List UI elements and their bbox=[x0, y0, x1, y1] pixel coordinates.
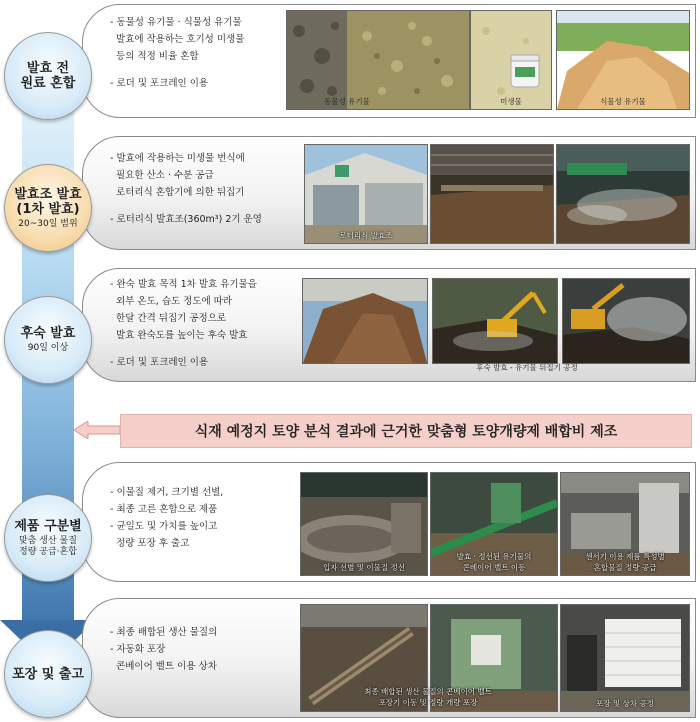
stage-circle-product-sorting bbox=[4, 494, 92, 582]
stage-circle-post-fermentation bbox=[4, 296, 92, 384]
photo-caption: 식물성 유기물 bbox=[600, 97, 646, 106]
bullet: - 동물성 유기물 · 식물성 유기물 bbox=[110, 17, 242, 28]
bullet: 한달 간격 뒤집기 공정으로 bbox=[116, 313, 227, 324]
bullet: 발효에 작용하는 호기성 미생물 bbox=[116, 34, 245, 45]
stage-title: 발효 전 원료 혼합 bbox=[20, 61, 76, 91]
photo-animal-organic bbox=[286, 10, 470, 110]
stage-title: 제품 구분별 bbox=[14, 518, 82, 534]
photo-caption-packing: 최종 배합된 생산 물질의 콘베이어 벨트 포장기 이동 및 정량 개량 포장 bbox=[364, 687, 492, 707]
photo-excavator-steam bbox=[562, 278, 690, 364]
bullet: - 로더 및 포크레인 이용 bbox=[110, 78, 209, 89]
bullet: 로터리식 혼합기에 의한 뒤집기 bbox=[116, 187, 245, 198]
photo-plant-organic bbox=[556, 10, 690, 110]
photo-caption: 미생물 bbox=[500, 97, 522, 106]
bullet: - 로더 및 포크레인 이용 bbox=[110, 357, 209, 368]
stage-circle-first-fermentation bbox=[4, 164, 92, 252]
photo-caption: 포장 및 상차 공정 bbox=[596, 699, 654, 708]
stage-bullets-packaging bbox=[110, 624, 217, 675]
photo-microbes bbox=[470, 10, 552, 110]
bullet: 정량 포장 후 출고 bbox=[116, 538, 190, 549]
bullet: - 이물질 제거, 크기별 선별, bbox=[110, 487, 224, 498]
stage-subtitle: 맞춤 생산 물질 정량 공급·혼합 bbox=[19, 535, 77, 557]
bullet: - 최종 고른 혼합으로 제품 bbox=[110, 504, 218, 515]
bullet: 등의 적정 비율 혼합 bbox=[116, 51, 199, 62]
photo-rotary-fermenter bbox=[304, 144, 428, 244]
stage-subtitle: 20~30일 범위 bbox=[18, 218, 78, 229]
stage-circle-mixing bbox=[4, 32, 92, 120]
bullet: - 발효에 작용하는 미생물 번식에 bbox=[110, 153, 245, 164]
photo-caption: 로터리식 발효조 bbox=[339, 231, 393, 240]
stage-circle-packaging bbox=[4, 630, 92, 718]
bullet: 발효 완숙도를 높이는 후숙 발효 bbox=[116, 330, 248, 341]
stage-bullets-post-fermentation bbox=[110, 276, 257, 371]
bullet: - 자동화 포장 bbox=[110, 644, 166, 655]
bullet: - 최종 배합된 생산 물질의 bbox=[110, 627, 218, 638]
stage-title: 후숙 발효 bbox=[20, 326, 76, 341]
bullet: - 완숙 발효 목적 1차 발효 유기물을 bbox=[110, 279, 257, 290]
photo-sensor-feeder bbox=[560, 472, 690, 576]
photo-compost-pile bbox=[302, 278, 428, 364]
photo-caption: 발효 · 정선된 유기물의 콘베이어 벨트 이동 bbox=[456, 552, 532, 572]
stage-bullets-mixing bbox=[110, 14, 244, 92]
bullet: - 균일도 및 가치를 높이고 bbox=[110, 521, 218, 532]
stage-title: 발효조 발효 (1차 발효) bbox=[14, 186, 82, 217]
stage-bullets-first-fermentation bbox=[110, 150, 262, 228]
photo-particle-screening bbox=[300, 472, 428, 576]
banner-arrow-icon bbox=[74, 421, 120, 439]
stage-subtitle: 90일 이상 bbox=[27, 343, 69, 353]
photo-caption: 동물성 유기물 bbox=[324, 97, 370, 106]
photo-caption: 입자 선별 및 이물질 정선 bbox=[323, 563, 405, 572]
photo-fermenter-steam bbox=[556, 144, 690, 244]
bullet: - 로터리식 발효조(360m³) 2기 운영 bbox=[110, 214, 262, 225]
photo-fermenter-interior bbox=[430, 144, 554, 244]
photo-excavator-turning bbox=[432, 278, 558, 364]
bullet: 외부 온도, 습도 정도에 따라 bbox=[116, 296, 233, 307]
photo-loading-bags bbox=[560, 604, 690, 712]
recipe-banner: 식재 예정지 토양 분석 결과에 근거한 맞춤형 토양개량제 배합비 제조 bbox=[120, 414, 692, 448]
stage-bullets-product-sorting bbox=[110, 484, 223, 552]
photo-conveyor-belt bbox=[430, 472, 558, 576]
bullet: 필요한 산소 · 수분 공급 bbox=[116, 170, 214, 181]
photo-caption-turning: 후숙 발효 - 유기물 뒤집기 공정 bbox=[476, 363, 578, 372]
stage-title: 포장 및 출고 bbox=[12, 666, 84, 682]
photo-caption: 센서기 이용 제품 특성별 혼합물질 정량 공급 bbox=[585, 552, 665, 572]
bullet: 콘베이어 벨트 이용 상차 bbox=[116, 661, 217, 672]
